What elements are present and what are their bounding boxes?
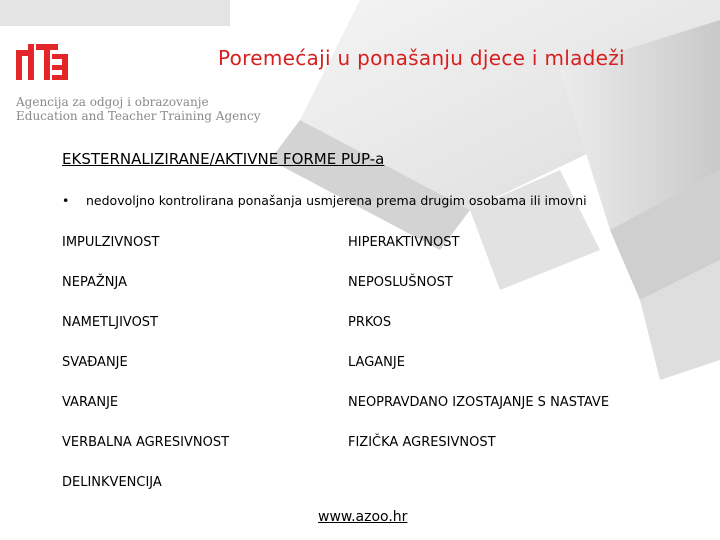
left-item-impulzivnost: IMPULZIVNOST — [62, 235, 160, 250]
left-item-varanje: VARANJE — [62, 395, 119, 410]
left-item-nametljivost: NAMETLJIVOST — [62, 315, 158, 330]
left-item-nepaznja: NEPAŽNJA — [62, 275, 127, 290]
right-item-neposlusnost: NEPOSLUŠNOST — [348, 275, 453, 290]
agency-name — [16, 95, 260, 123]
bullet-text: nedovoljno kontrolirana ponašanja usmjerena prema drugim osobama ili imovni — [86, 193, 587, 208]
right-item-fizicka-agresivnost: FIZIČKA AGRESIVNOST — [348, 435, 496, 450]
slide-title: Poremećaji u ponašanju djece i mladeži — [218, 46, 625, 70]
left-item-delinkvencija: DELINKVENCIJA — [62, 475, 162, 490]
left-item-svadanje: SVAĐANJE — [62, 355, 128, 370]
section-heading: EKSTERNALIZIRANE/AKTIVNE FORME PUP-a — [62, 150, 385, 168]
right-item-izostajanje: NEOPRAVDANO IZOSTAJANJE S NASTAVE — [348, 395, 610, 410]
website-link[interactable]: www.azoo.hr — [318, 509, 408, 525]
bullet-icon: • — [62, 193, 70, 208]
right-item-laganje: LAGANJE — [348, 355, 405, 370]
left-item-verbalna-agresivnost: VERBALNA AGRESIVNOST — [62, 435, 230, 450]
bullet-item — [62, 193, 587, 208]
right-item-prkos: PRKOS — [348, 315, 392, 330]
right-item-hiperaktivnost: HIPERAKTIVNOST — [348, 235, 460, 250]
agency-logo — [16, 40, 72, 86]
agency-name-hr: Agencija za odgoj i obrazovanje — [16, 95, 209, 109]
agency-name-en: Education and Teacher Training Agency — [16, 109, 261, 123]
